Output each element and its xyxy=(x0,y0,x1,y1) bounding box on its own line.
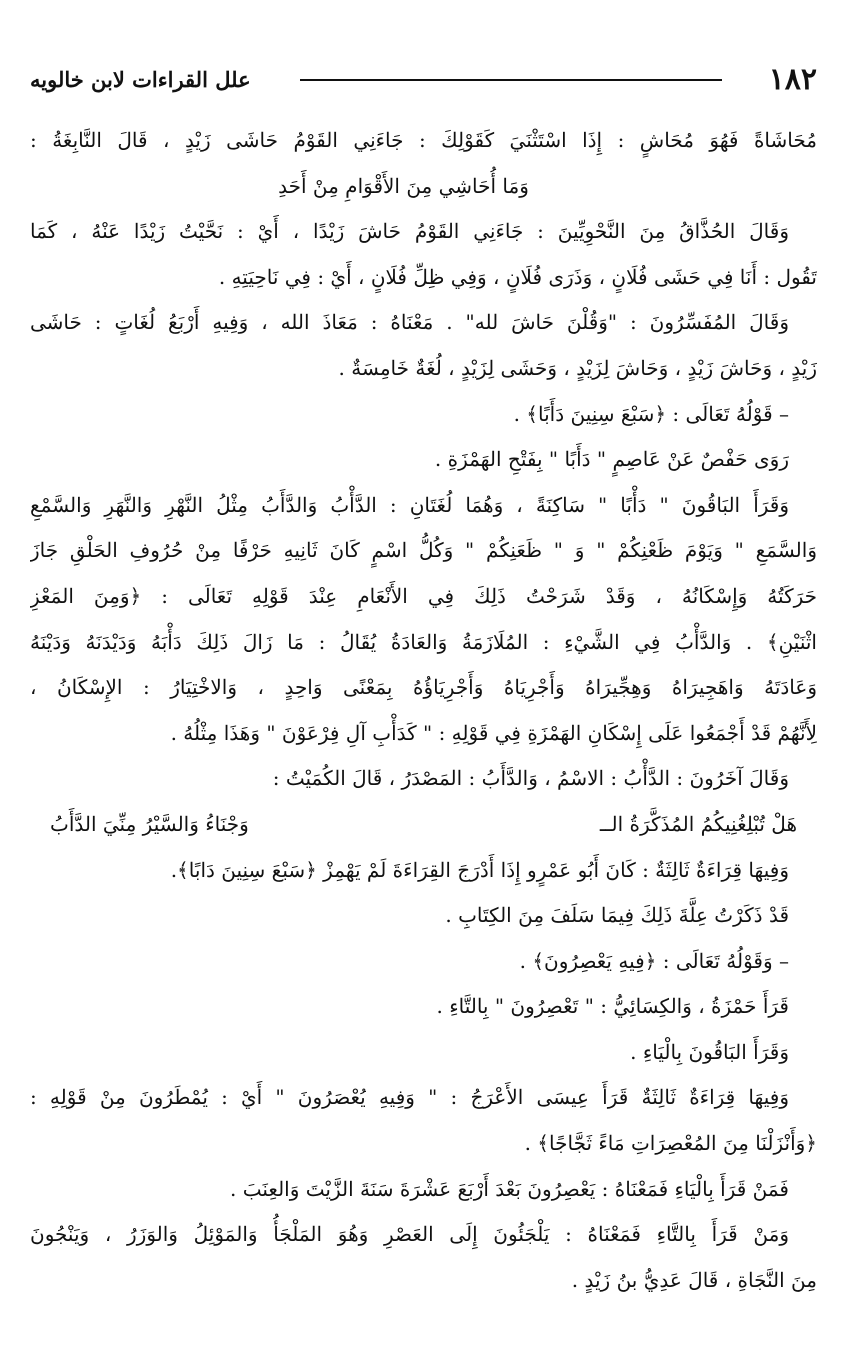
text-line: وَقَالَ آخَرُونَ : الدَّأْبُ : الاسْمُ ، وَالدَّأَبُ : المَصْدَرُ ، قَالَ الكُمَيْتُ : xyxy=(272,766,789,791)
text-line: وَفِيهَا قِرَاءَةٌ ثَالِثَةٌ قَرَأَ عِيسَى الأَعْرَجُ : " وَفِيهِ يُعْصَرُونَ " أَيْ : يُمْطَرُونَ مِنْ قَوْلِهِ : xyxy=(30,1085,789,1110)
text-line: وَمَنْ قَرَأَ بِالتَّاءِ فَمَعْنَاهُ : يَلْجَئُونَ إِلَى العَصْرِ وَهُوَ المَلْجَأُ وَالمَوْئِلُ وَالوَزَرُ ، وَيَنْجُونَ xyxy=(30,1222,789,1247)
text-line: وَالسَّمَعِ " وَيَوْمَ ظَعْنِكُمْ " وَ " ظَعَنِكُمْ " وَكُلُّ اسْمٍ كَانَ ثَانِيهِ حَرْفًا مِنْ حُرُوفِ الحَلْقِ جَازَ xyxy=(30,538,817,563)
text-line: قَرَأَ حَمْزَةُ ، وَالكِسَائِيُّ : " تَعْصِرُونَ " بِالتَّاءِ . xyxy=(436,994,789,1019)
text-line: تَقُول : أَنَا فِي حَشَى فُلَانٍ ، وَذَرَى فُلَانٍ ، وَفِي ظِلِّ فُلَانٍ ، أَيْ : فِي نَاحِيَتِهِ . xyxy=(218,264,817,289)
text-line: وَفِيهَا قِرَاءَةٌ ثَالِثَةٌ : كَانَ أَبُو عَمْرٍو إِذَا أَدْرَجَ القِرَاءَةَ لَمْ يَهْمِزْ ﴿سَبْعَ سِنِينَ دَابًا﴾. xyxy=(170,857,789,882)
text-line: وَقَالَ الحُذَّاقُ مِنَ النَّحْوِيِّينَ : جَاءَنِي القَوْمُ حَاشَ زَيْدًا ، أَيْ : نَحَّيْتُ زَيْدًا عَنْهُ ، كَمَا xyxy=(30,219,789,244)
text-line: ﴿وَأَنْزَلْنَا مِنَ المُعْصِرَاتِ مَاءً ثَجَّاجًا﴾ . xyxy=(524,1131,817,1156)
header-rule xyxy=(300,79,722,81)
text-line: مُحَاشَاةً فَهُوَ مُحَاشٍ : إِذَا اسْتَثْنَيَ كَقَوْلِكَ : جَاءَنِي القَوْمُ حَاشَى زَيْدٍ ، قَالَ النَّابِغَةُ : xyxy=(30,128,817,152)
text-line: لِأَنَّهُمْ قَدْ أَجْمَعُوا عَلَى إِسْكَانِ الهَمْزَةِ فِي قَوْلِهِ : " كَدَأْبِ آلِ فِرْعَوْنَ " وَهَذَا مِثْلُهُ . xyxy=(170,720,817,745)
poem-verse xyxy=(30,802,817,848)
poem-line: وَمَا أُحَاشِي مِنَ الأَقْوَامِ مِنْ أَحَدِ xyxy=(278,173,529,198)
text-line: رَوَى حَفْصٌ عَنْ عَاصِمٍ " دَأَبًا " بِفَتْحِ الهَمْزَةِ . xyxy=(434,447,789,472)
text-line: – وَقَوْلُهُ تَعَالَى : ﴿فِيهِ يَعْصِرُونَ﴾ . xyxy=(519,948,789,973)
text-line: وَعَادَتَهُ وَاهَجِيرَاهُ وَهِجِّيرَاهُ وَأَجْرِيَاهُ وَأَجْرِيَاؤُهُ بِمَعْنًى وَاحِدٍ ، وَالاخْتِيَارُ : الإِسْكَانُ ، xyxy=(30,675,817,700)
text-line: وَقَرَأَ البَاقُونَ " دَأْبًا " سَاكِنَةً ، وَهُمَا لُغَتَانِ : الدَّأْبُ وَالدَّأَبُ مِثْلُ النَّهْرِ وَالنَّهَرِ وَالسَّمْعِ xyxy=(30,492,789,517)
text-line: اثْنَيْنِ﴾ . وَالدَّأْبُ فِي الشَّيْءِ : المُلَازَمَةُ وَالعَادَةُ يُقَالُ : مَا زَالَ ذَلِكَ دَأْبَهُ وَدَيْدَنَهُ وَدَيْنَهُ xyxy=(30,629,817,654)
text-line: وَقَالَ المُفَسِّرُونَ : "وَقُلْنَ حَاشَ لله" . مَعْنَاهُ : مَعَاذَ الله ، وَفِيهِ أَرْبَعُ لُغَاتٍ : حَاشَى xyxy=(30,310,789,335)
verse-left-hemistich: وَجْنَاءُ وَالسَّيْرُ مِنِّيَ الدَّأَبُ xyxy=(50,811,249,836)
text-line: – قَوْلُهُ تَعَالَى : ﴿سَبْعَ سِنِينَ دَأَبًا﴾ . xyxy=(513,401,789,426)
page-number: ١٨٢ xyxy=(768,62,817,97)
page-body xyxy=(30,118,817,1303)
text-line: قَدْ ذَكَرْتُ عِلَّةَ ذَلِكَ فِيمَا سَلَفَ مِنَ الكِتَابِ . xyxy=(445,903,789,928)
text-line: وَقَرَأَ البَاقُونَ بِالْيَاءِ . xyxy=(630,1039,789,1064)
text-line: مِنَ النَّجَاةِ ، قَالَ عَدِيُّ بنُ زَيْدٍ . xyxy=(571,1267,817,1292)
verse-right-hemistich: هَلْ تُبْلِغُنِيكُمُ المُذَكَّرَةُ الــ xyxy=(599,811,797,836)
text-line: حَرَكَتُهُ وَإِسْكَانُهُ ، وَقَدْ شَرَحْتُ ذَلِكَ فِي الأَنْعَامِ عِنْدَ قَوْلِهِ تَعَالَى : ﴿وَمِنَ المَعْزِ xyxy=(30,583,817,608)
text-line: زَيْدٍ ، وَحَاشَ زَيْدٍ ، وَحَاشَ لِزَيْدٍ ، وَحَشَى لِزَيْدٍ ، لُغَةٌ خَامِسَةٌ . xyxy=(338,355,817,380)
running-title: علل القراءات لابن خالويه xyxy=(30,67,251,92)
text-line: فَمَنْ قَرَأَ بِالْيَاءِ فَمَعْنَاهُ : يَعْصِرُونَ بَعْدَ أَرْبَعَ عَشْرَةَ سَنَةَ الزَّيْتَ وَالعِنَبَ . xyxy=(230,1176,789,1201)
page-header xyxy=(30,58,817,102)
